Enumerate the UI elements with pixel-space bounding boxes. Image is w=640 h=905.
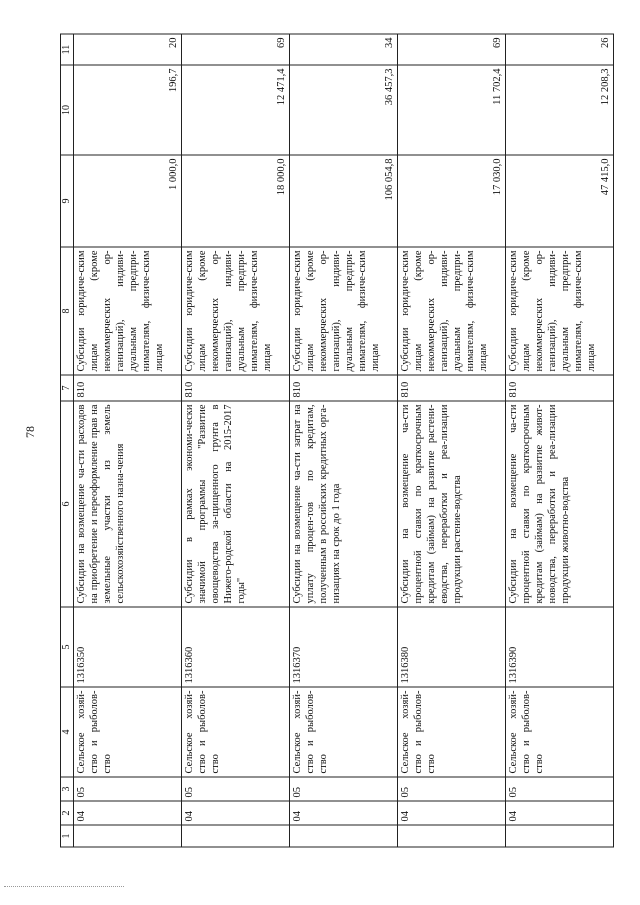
cell-actual-amount: 12 471,4 <box>182 65 290 155</box>
cell-target-code: 1316350 <box>74 607 182 687</box>
cell-section-name: Сельское хозяй-ство и рыболов-ство <box>506 687 614 777</box>
column-header-1: 1 <box>61 825 74 847</box>
column-header-4: 4 <box>61 687 74 777</box>
cell-target-code: 1316370 <box>290 607 398 687</box>
column-header-11: 11 <box>61 34 74 65</box>
cell-plan-amount: 106 054,8 <box>290 155 398 247</box>
column-header-9: 9 <box>61 155 74 247</box>
cell-section-code: 04 <box>182 801 290 825</box>
cell-actual-amount: 12 208,3 <box>506 65 614 155</box>
table-row <box>182 34 290 847</box>
cell-expense-type-code: 810 <box>398 375 506 401</box>
cell-expense-type-name: Субсидии юридиче-ским лицам (кроме некоммерческих ор-ганизаций), индиви-дуальным предпри-нимателям, физиче-ским лицам <box>182 247 290 375</box>
cell-percent: 20 <box>74 34 182 65</box>
cell-expense-type-code: 810 <box>74 375 182 401</box>
cell-target-name: Субсидии в рамках экономи-чески значимой программы "Развитие овощеводства за-щищенного грунта в Нижего-родской области на 2015-2017 годы" <box>182 401 290 607</box>
cell-plan-amount: 1 000,0 <box>74 155 182 247</box>
budget-table <box>60 33 614 847</box>
cell-expense-type-name: Субсидии юридиче-ским лицам (кроме некоммерческих ор-ганизаций), индиви-дуальным предпри-нимателям, физиче-ским лицам <box>506 247 614 375</box>
cell-expense-type-name: Субсидии юридиче-ским лицам (кроме некоммерческих ор-ганизаций), индиви-дуальным предпри-нимателям, физиче-ским лицам <box>74 247 182 375</box>
column-header-7: 7 <box>61 375 74 401</box>
cell-expense-type-code: 810 <box>182 375 290 401</box>
cell-col1 <box>74 825 182 847</box>
cell-plan-amount: 47 415,0 <box>506 155 614 247</box>
cell-subsection-code: 05 <box>506 777 614 801</box>
cell-target-name: Субсидии на возмещение ча-сти расходов на приобретение и переоформление прав на земельные участки из земель сельскохозяйственного назна-чения <box>74 401 182 607</box>
cell-col1 <box>506 825 614 847</box>
cell-percent: 26 <box>506 34 614 65</box>
cell-subsection-code: 05 <box>290 777 398 801</box>
page-number: 78 <box>23 426 37 438</box>
table-row <box>506 34 614 847</box>
cell-expense-type-name: Субсидии юридиче-ским лицам (кроме некоммерческих ор-ганизаций), индиви-дуальным предпри-нимателям, физиче-ским лицам <box>398 247 506 375</box>
scan-artifact <box>4 886 124 889</box>
cell-target-name: Субсидии на возмещение ча-сти затрат на уплату процен-тов по кредитам, полученным в российских кредитных орга-низациях на срок до 1 года <box>290 401 398 607</box>
table-row <box>74 34 182 847</box>
cell-section-name: Сельское хозяй-ство и рыболов-ство <box>74 687 182 777</box>
cell-target-code: 1316360 <box>182 607 290 687</box>
cell-target-code: 1316390 <box>506 607 614 687</box>
cell-subsection-code: 05 <box>74 777 182 801</box>
cell-col1 <box>398 825 506 847</box>
table-header-row <box>61 34 74 847</box>
cell-section-code: 04 <box>506 801 614 825</box>
cell-section-code: 04 <box>398 801 506 825</box>
table-row <box>398 34 506 847</box>
cell-plan-amount: 18 000,0 <box>182 155 290 247</box>
cell-subsection-code: 05 <box>398 777 506 801</box>
cell-col1 <box>290 825 398 847</box>
cell-section-code: 04 <box>74 801 182 825</box>
column-header-6: 6 <box>61 401 74 607</box>
cell-target-code: 1316380 <box>398 607 506 687</box>
table-rotation-frame <box>60 34 614 847</box>
column-header-2: 2 <box>61 801 74 825</box>
cell-section-name: Сельское хозяй-ство и рыболов-ство <box>398 687 506 777</box>
rotated-table-container <box>60 34 614 847</box>
cell-subsection-code: 05 <box>182 777 290 801</box>
column-header-8: 8 <box>61 247 74 375</box>
cell-section-name: Сельское хозяй-ство и рыболов-ство <box>290 687 398 777</box>
cell-plan-amount: 17 030,0 <box>398 155 506 247</box>
cell-percent: 69 <box>398 34 506 65</box>
cell-expense-type-name: Субсидии юридиче-ским лицам (кроме некоммерческих ор-ганизаций), индиви-дуальным предпри-нимателям, физиче-ским лицам <box>290 247 398 375</box>
cell-expense-type-code: 810 <box>290 375 398 401</box>
cell-col1 <box>182 825 290 847</box>
cell-actual-amount: 36 457,3 <box>290 65 398 155</box>
table-row <box>290 34 398 847</box>
column-header-3: 3 <box>61 777 74 801</box>
cell-section-name: Сельское хозяй-ство и рыболов-ство <box>182 687 290 777</box>
cell-target-name: Субсидии на возмещение ча-сти процентной ставки по краткосрочным кредитам (займам) на развитие живот-новодства, переработки и реа-лизации продукции животно-водства <box>506 401 614 607</box>
cell-percent: 34 <box>290 34 398 65</box>
cell-percent: 69 <box>182 34 290 65</box>
cell-section-code: 04 <box>290 801 398 825</box>
cell-actual-amount: 11 702,4 <box>398 65 506 155</box>
column-header-5: 5 <box>61 607 74 687</box>
column-header-10: 10 <box>61 65 74 155</box>
cell-expense-type-code: 810 <box>506 375 614 401</box>
cell-target-name: Субсидии на возмещение ча-сти процентной ставки по краткосрочным кредитам (займам) на развитие растени-еводства, переработки и реа-лизации продукции растение-водства <box>398 401 506 607</box>
cell-actual-amount: 196,7 <box>74 65 182 155</box>
